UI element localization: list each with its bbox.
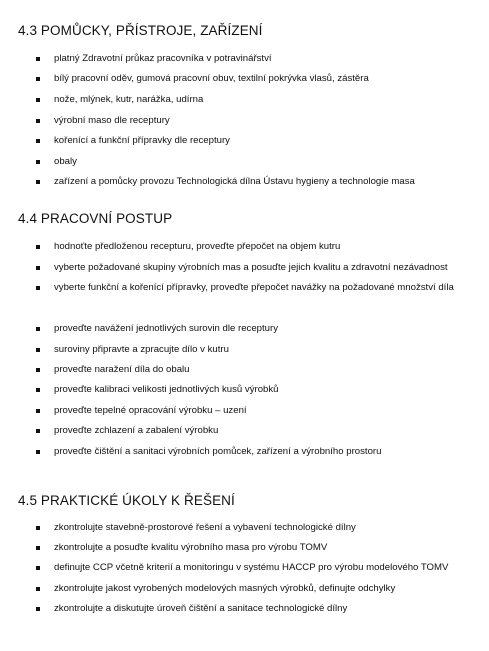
- bullet-icon: [36, 566, 40, 570]
- bullet-icon: [36, 98, 40, 102]
- bullet-icon: [36, 607, 40, 611]
- bullet-icon: [36, 450, 40, 454]
- bullet-icon: [36, 57, 40, 61]
- bullet-icon: [36, 587, 40, 591]
- bullet-icon: [36, 429, 40, 433]
- section-heading: 4.5 PRAKTICKÉ ÚKOLY K ŘEŠENÍ: [18, 493, 235, 508]
- bullet-icon: [36, 77, 40, 81]
- bullet-icon: [36, 180, 40, 184]
- bullet-icon: [36, 546, 40, 550]
- bullet-icon: [36, 266, 40, 270]
- document-page: 4.3 POMŮCKY, PŘÍSTROJE, ZAŘÍZENÍ platný Zdravotní průkaz pracovníka v potravinářství bílý pracovní oděv, gumová pracovní obuv, textilní pokrývka vlasů, zástěra nože, mlýnek, kutr, narážka, udírna výrobní maso dle receptury kořenící a funkční přípravky dle receptury obaly zařízení a pomůcky provozu Technologická dílna Ústavu hygieny a technologie masa 4.4 PRACOVNÍ POSTUP hodnoťte předloženou recepturu, proveďte přepočet na objem kutru vyberte požadované skupiny výrobních mas a posuďte jejich kvalitu a zdravotní nezávadnost vyberte funkční a kořenící přípravky, proveďte přepočet navážky na požadované množství díla proveďte navážení jednotlivých surovin dle receptury suroviny připravte a zpracujte dílo v kutru proveďte naražení díla do obalu proveďte kalibraci velikosti jednotlivých kusů výrobků proveďte tepelné opracování výrobku – uzení proveďte zchlazení a zabalení výrobku proveďte čištění a sanitaci výrobních pomůcek, zařízení a výrobního prostoru 4.5 PRAKTICKÉ ÚKOLY K ŘEŠENÍ zkontrolujte stavebně-prostorové řešení a vybavení technologické dílny zkontrolujte a posuďte kvalitu výrobního masa pro výrobu TOMV definujte CCP včetně kriterií a monitoringu v systému HACCP pro výrobu modelového TOMV zkontrolujte jakost vyrobených modelových masných výrobků, definujte odchylky zkontrolujte a diskutujte úroveň čištění a sanitace technologické dílny: [18, 23, 454, 614]
- bullet-icon: [36, 160, 40, 164]
- bullet-icon: [36, 119, 40, 123]
- bullet-icon: [36, 348, 40, 352]
- bullet-icon: [36, 286, 40, 290]
- bullet-icon: [36, 327, 40, 331]
- bullet-icon: [36, 368, 40, 372]
- bullet-icon: [36, 139, 40, 143]
- section-heading: 4.4 PRACOVNÍ POSTUP: [18, 211, 173, 226]
- bullet-icon: [36, 409, 40, 413]
- bullet-icon: [36, 526, 40, 530]
- bullet-icon: [36, 245, 40, 249]
- section-heading: 4.3 POMŮCKY, PŘÍSTROJE, ZAŘÍZENÍ: [18, 23, 263, 38]
- bullet-icon: [36, 388, 40, 392]
